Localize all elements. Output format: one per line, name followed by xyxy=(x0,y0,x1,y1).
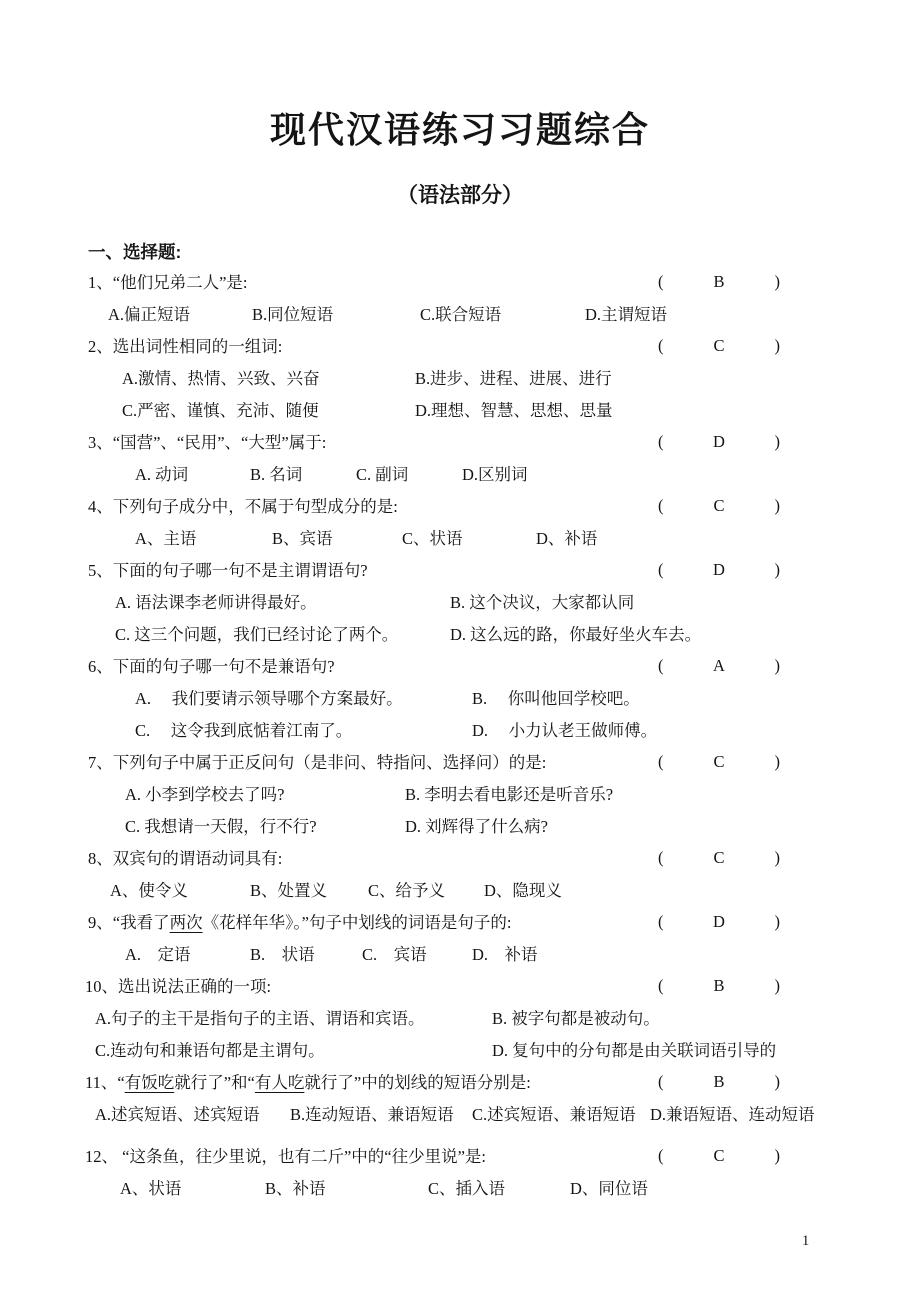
option-cell: A. 我们要请示领导哪个方案最好。 xyxy=(135,689,403,708)
question-text-segment: 11、“ xyxy=(85,1073,125,1092)
question-text xyxy=(88,272,247,293)
answer-bracket-close: ) xyxy=(774,432,780,451)
underlined-term: 有人吃 xyxy=(254,1073,305,1092)
question-line-6 xyxy=(0,652,920,684)
options-line xyxy=(0,524,920,556)
option-cell: D、补语 xyxy=(536,529,598,548)
answer-letter: C xyxy=(713,496,725,515)
answer-brackets xyxy=(658,432,780,452)
question-text-segment: 12、 “这条鱼，往少里说，也有二斤”中的“往少里说”是: xyxy=(85,1147,487,1166)
options-line xyxy=(0,940,920,972)
answer-brackets xyxy=(658,1072,780,1092)
options-line xyxy=(0,364,920,396)
question-line-5 xyxy=(0,556,920,588)
question-line-3 xyxy=(0,428,920,460)
question-line-10 xyxy=(0,972,920,1004)
option-cell: C. 副词 xyxy=(356,465,409,484)
options-line xyxy=(0,780,920,812)
underlined-term: 有饭吃 xyxy=(124,1073,175,1092)
option-cell: B. 李明去看电影还是听音乐? xyxy=(405,785,614,804)
answer-brackets xyxy=(658,496,780,516)
question-text-segment: 10、选出说法正确的一项: xyxy=(85,977,272,996)
option-cell: C. 宾语 xyxy=(362,945,427,964)
answer-brackets xyxy=(658,1146,780,1166)
answer-letter: D xyxy=(713,560,725,579)
answer-bracket-close: ) xyxy=(774,976,780,995)
option-cell: D.主谓短语 xyxy=(585,305,668,324)
question-line-7 xyxy=(0,748,920,780)
options-line xyxy=(0,876,920,908)
option-cell: C.述宾短语、兼语短语 xyxy=(472,1105,636,1124)
question-line-1 xyxy=(0,268,920,300)
options-line xyxy=(0,684,920,716)
answer-bracket-open: ( xyxy=(658,496,664,515)
question-text xyxy=(88,496,398,517)
options-line xyxy=(0,716,920,748)
option-cell: D. 补语 xyxy=(472,945,538,964)
option-cell: D. 这么远的路，你最好坐火车去。 xyxy=(450,625,702,644)
option-cell: A.述宾短语、述宾短语 xyxy=(95,1105,260,1124)
options-line xyxy=(0,1004,920,1036)
question-line-4 xyxy=(0,492,920,524)
question-text xyxy=(88,912,512,933)
answer-brackets xyxy=(658,560,780,580)
answer-bracket-open: ( xyxy=(658,912,664,931)
answer-letter: A xyxy=(713,656,725,675)
question-text xyxy=(85,976,271,997)
options-line xyxy=(0,300,920,332)
question-text-segment: 6、下面的句子哪一句不是兼语句? xyxy=(88,657,335,676)
option-cell: B、处置义 xyxy=(250,881,328,900)
option-cell: B. 状语 xyxy=(250,945,315,964)
option-cell: C. 这三个问题，我们已经讨论了两个。 xyxy=(115,625,399,644)
answer-letter: C xyxy=(713,336,725,355)
answer-bracket-close: ) xyxy=(774,752,780,771)
option-cell: D、隐现义 xyxy=(484,881,562,900)
question-text-segment: 9、“我看了 xyxy=(88,913,170,932)
option-cell: A、使令义 xyxy=(110,881,188,900)
doc-subtitle: （语法部分） xyxy=(397,184,523,207)
doc-title: 现代汉语练习习题综合 xyxy=(269,109,650,150)
question-text-segment: 就行了”中的划线的短语分别是: xyxy=(304,1073,531,1092)
section-heading: 一、选择题: xyxy=(88,242,182,262)
answer-letter: D xyxy=(713,912,725,931)
question-text xyxy=(88,848,282,869)
answer-letter: D xyxy=(713,432,725,451)
answer-bracket-open: ( xyxy=(658,976,664,995)
answer-bracket-close: ) xyxy=(774,656,780,675)
question-line-8 xyxy=(0,844,920,876)
questions xyxy=(0,268,920,1206)
answer-letter: B xyxy=(713,976,725,995)
option-cell: A、主语 xyxy=(135,529,197,548)
question-text-segment: 2、选出词性相同的一组词: xyxy=(88,337,283,356)
option-cell: D. 复句中的分句都是由关联词语引导的 xyxy=(492,1041,777,1060)
option-cell: D. 刘辉得了什么病? xyxy=(405,817,548,836)
answer-bracket-open: ( xyxy=(658,656,664,675)
options-line xyxy=(0,1174,920,1206)
option-cell: B. 你叫他回学校吧。 xyxy=(472,689,640,708)
question-text-segment: 3、“国营”、“民用”、“大型”属于: xyxy=(88,433,327,452)
option-cell: C.连动句和兼语句都是主谓句。 xyxy=(95,1041,325,1060)
question-text-segment: 5、下面的句子哪一句不是主谓谓语句? xyxy=(88,561,368,580)
question-line-2 xyxy=(0,332,920,364)
answer-brackets xyxy=(658,752,780,772)
option-cell: D.区别词 xyxy=(462,465,528,484)
answer-brackets xyxy=(658,336,780,356)
options-line xyxy=(0,1100,920,1132)
answer-brackets xyxy=(658,272,780,292)
answer-bracket-close: ) xyxy=(774,336,780,355)
option-cell: C. 这令我到底惦着江南了。 xyxy=(135,721,353,740)
option-cell: B. 这个决议，大家都认同 xyxy=(450,593,635,612)
answer-bracket-open: ( xyxy=(658,848,664,867)
underlined-term: 两次 xyxy=(169,913,203,932)
question-text xyxy=(88,560,368,581)
question-text xyxy=(88,336,282,357)
option-cell: B.进步、进程、进展、进行 xyxy=(415,369,612,388)
question-text xyxy=(88,432,326,453)
option-cell: B. 名词 xyxy=(250,465,303,484)
option-cell: A. 动词 xyxy=(135,465,189,484)
options-line xyxy=(0,812,920,844)
option-cell: C、插入语 xyxy=(428,1179,506,1198)
option-cell: D. 小力认老王做师傅。 xyxy=(472,721,658,740)
option-cell: A. 定语 xyxy=(125,945,191,964)
answer-letter: C xyxy=(713,752,725,771)
answer-bracket-close: ) xyxy=(774,1146,780,1165)
answer-bracket-close: ) xyxy=(774,560,780,579)
question-text xyxy=(85,1146,486,1167)
question-text-segment: 《花样年华》。”句子中划线的词语是句子的: xyxy=(202,913,512,932)
answer-bracket-open: ( xyxy=(658,272,664,291)
option-cell: B、宾语 xyxy=(272,529,333,548)
option-cell: D.兼语短语、连动短语 xyxy=(650,1105,815,1124)
answer-bracket-open: ( xyxy=(658,1146,664,1165)
question-text-segment: 就行了”和“ xyxy=(174,1073,255,1092)
options-line xyxy=(0,588,920,620)
answer-bracket-close: ) xyxy=(774,272,780,291)
answer-bracket-close: ) xyxy=(774,912,780,931)
option-cell: C. 我想请一天假，行不行? xyxy=(125,817,317,836)
question-text xyxy=(85,1072,531,1093)
answer-bracket-close: ) xyxy=(774,1072,780,1091)
question-text xyxy=(88,656,335,677)
option-cell: C、给予义 xyxy=(368,881,446,900)
answer-brackets xyxy=(658,912,780,932)
option-cell: C、状语 xyxy=(402,529,463,548)
answer-bracket-open: ( xyxy=(658,432,664,451)
answer-bracket-open: ( xyxy=(658,336,664,355)
option-cell: B、补语 xyxy=(265,1179,326,1198)
option-cell: B.同位短语 xyxy=(252,305,334,324)
answer-brackets xyxy=(658,656,780,676)
option-cell: C.严密、谨慎、充沛、随便 xyxy=(122,401,319,420)
options-line xyxy=(0,620,920,652)
option-cell: B.连动短语、兼语短语 xyxy=(290,1105,454,1124)
option-cell: A.激情、热情、兴致、兴奋 xyxy=(122,369,320,388)
options-line xyxy=(0,396,920,428)
option-cell: A、状语 xyxy=(120,1179,182,1198)
question-line-12 xyxy=(0,1142,920,1174)
answer-letter: B xyxy=(713,272,725,291)
answer-bracket-open: ( xyxy=(658,1072,664,1091)
answer-bracket-open: ( xyxy=(658,560,664,579)
question-text-segment: 4、下列句子成分中，不属于句型成分的是: xyxy=(88,497,398,516)
option-cell: A.偏正短语 xyxy=(108,305,191,324)
question-line-9 xyxy=(0,908,920,940)
answer-brackets xyxy=(658,848,780,868)
option-cell: A. 小李到学校去了吗? xyxy=(125,785,285,804)
answer-letter: C xyxy=(713,1146,725,1165)
option-cell: D、同位语 xyxy=(570,1179,648,1198)
options-line xyxy=(0,460,920,492)
option-cell: B. 被字句都是被动句。 xyxy=(492,1009,660,1028)
answer-letter: C xyxy=(713,848,725,867)
answer-brackets xyxy=(658,976,780,996)
answer-bracket-close: ) xyxy=(774,848,780,867)
option-cell: C.联合短语 xyxy=(420,305,502,324)
answer-letter: B xyxy=(713,1072,725,1091)
question-text-segment: 1、“他们兄弟二人”是: xyxy=(88,273,248,292)
question-line-11 xyxy=(0,1068,920,1100)
question-text-segment: 8、双宾句的谓语动词具有: xyxy=(88,849,283,868)
page-number: 1 xyxy=(802,1233,810,1249)
answer-bracket-open: ( xyxy=(658,752,664,771)
answer-bracket-close: ) xyxy=(774,496,780,515)
question-text xyxy=(88,752,546,773)
options-line xyxy=(0,1036,920,1068)
option-cell: D.理想、智慧、思想、思量 xyxy=(415,401,613,420)
option-cell: A.句子的主干是指句子的主语、谓语和宾语。 xyxy=(95,1009,425,1028)
option-cell: A. 语法课李老师讲得最好。 xyxy=(115,593,317,612)
question-text-segment: 7、下列句子中属于正反问句（是非问、特指问、选择问）的是: xyxy=(88,753,547,772)
